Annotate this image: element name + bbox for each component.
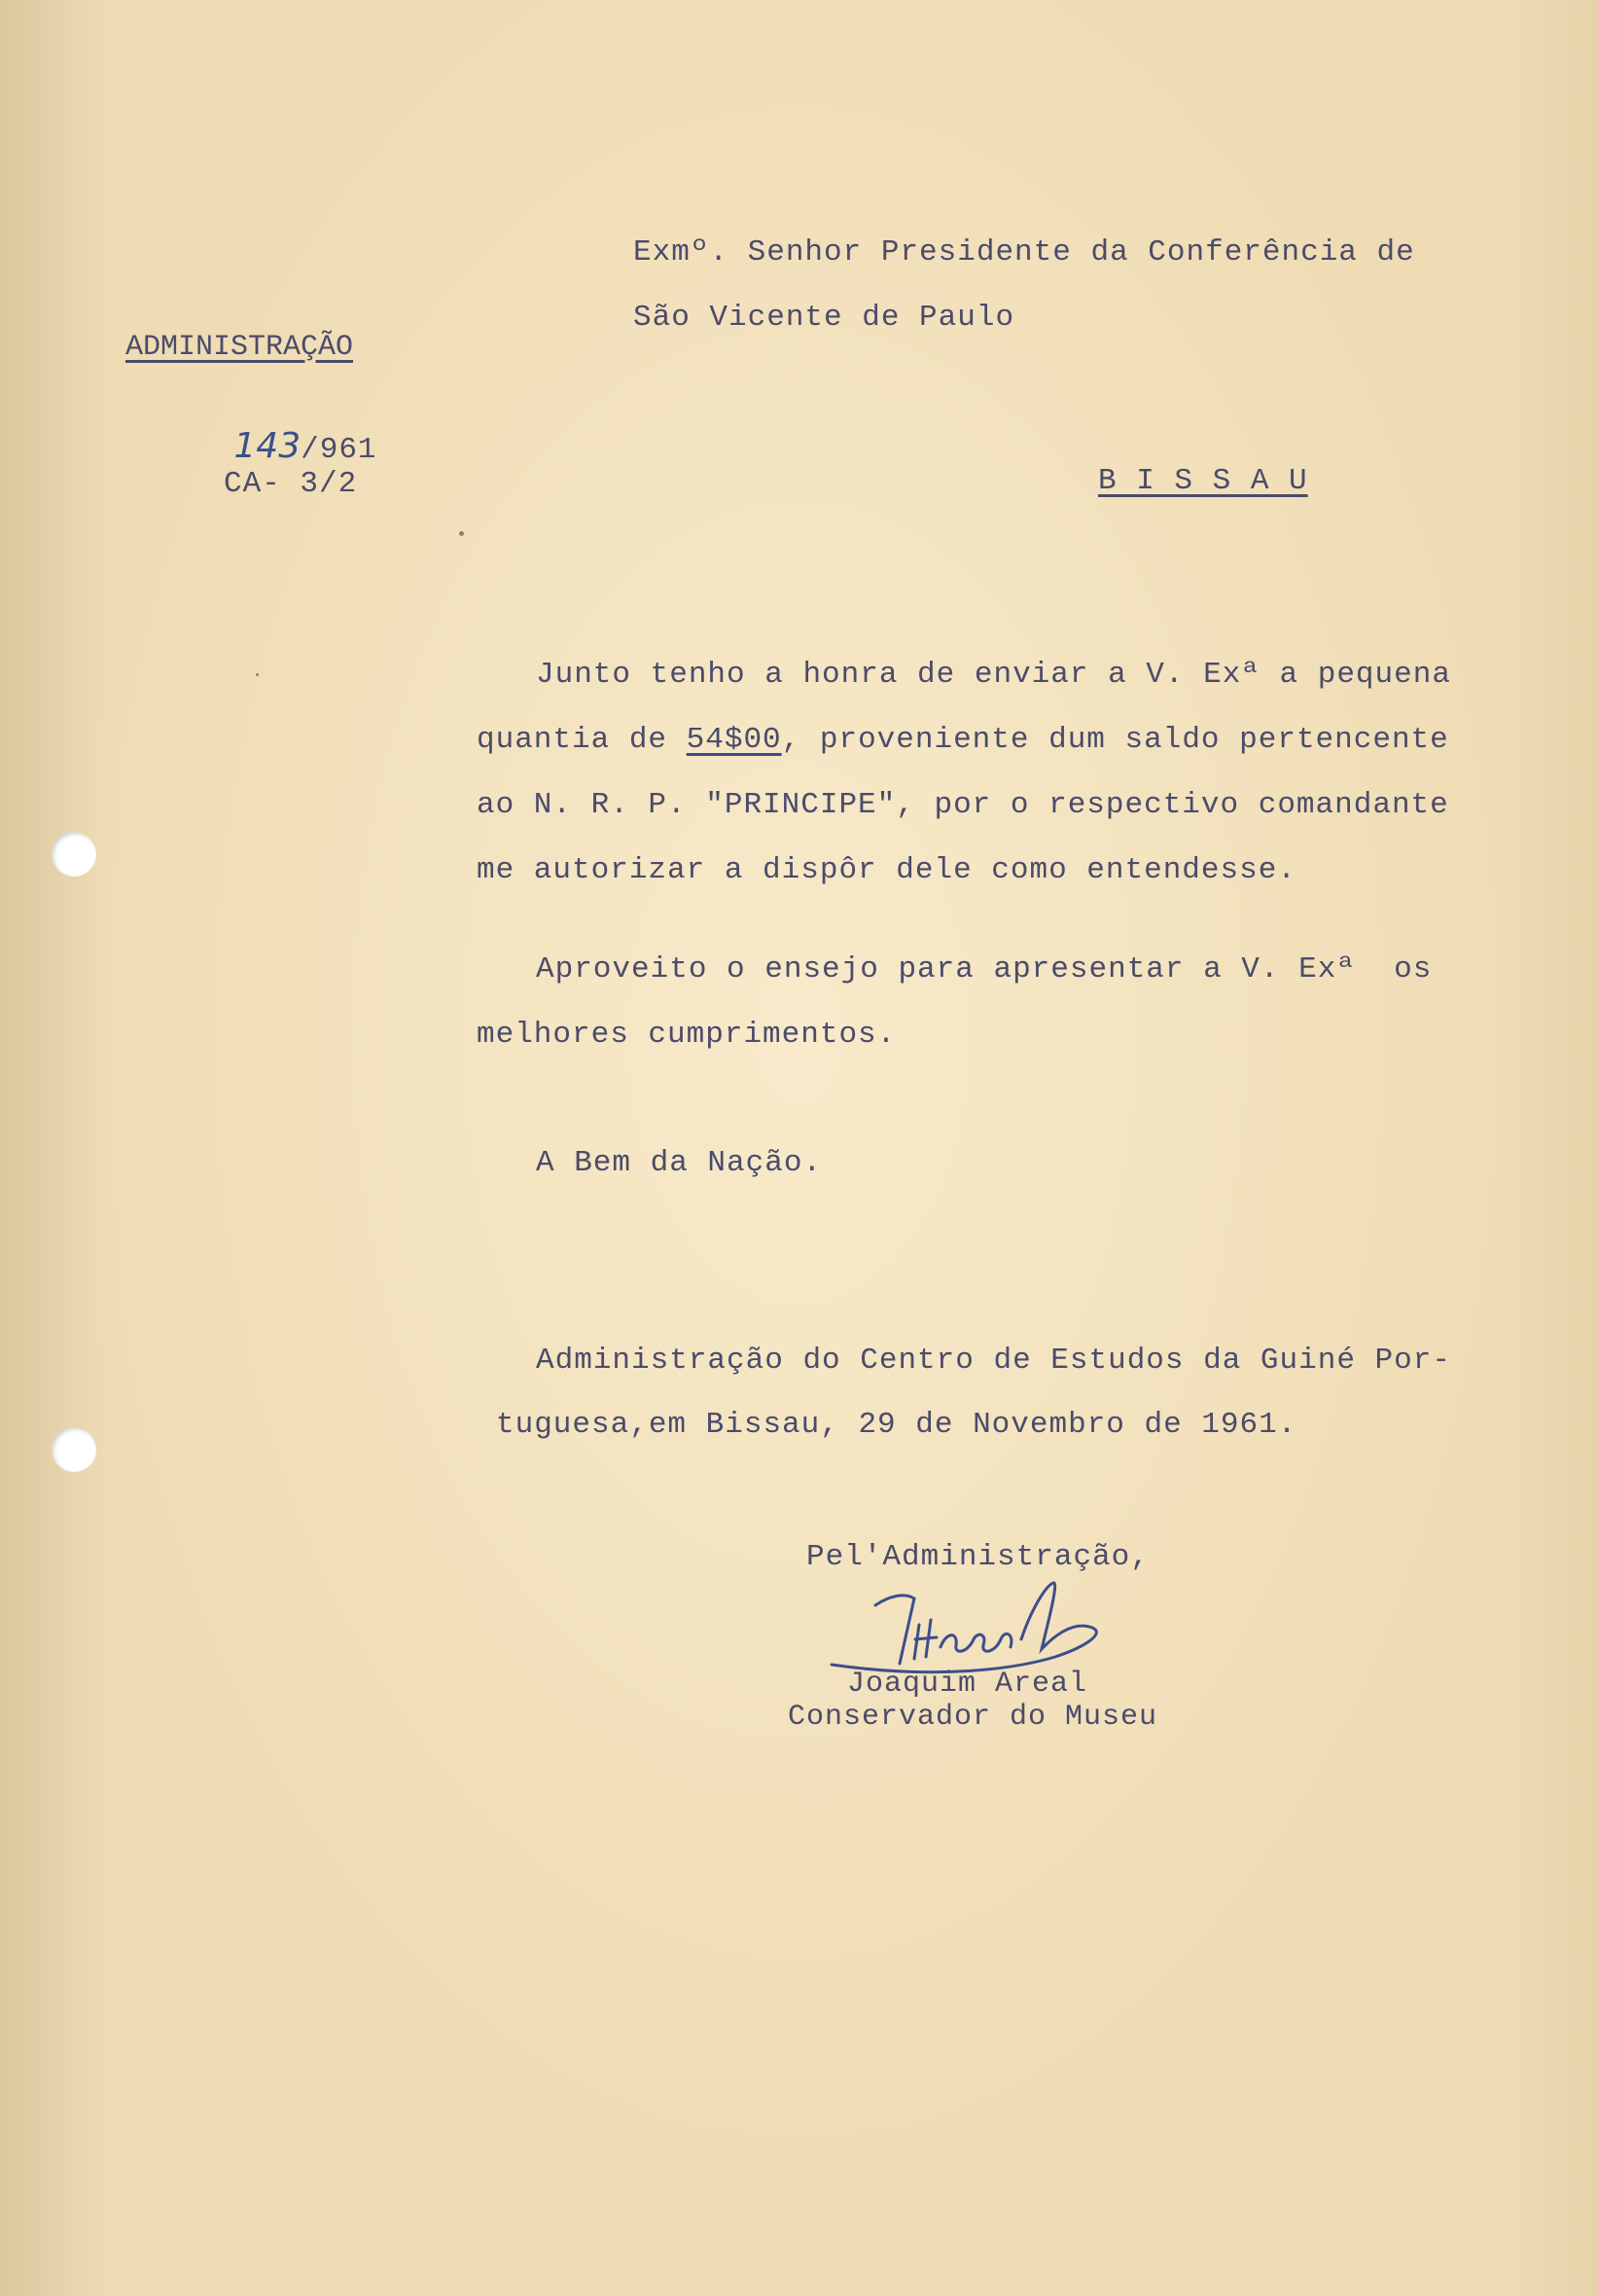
amount-value: 54$00 xyxy=(686,723,782,757)
punch-hole-bottom xyxy=(52,1427,96,1472)
paragraph-1-line-3: ao N. R. P. "PRINCIPE", por o respectivo comandante xyxy=(477,788,1449,822)
place-date-line-2: tuguesa,em Bissau, 29 de Novembro de 1961. xyxy=(496,1408,1297,1442)
signer-title: Conservador do Museu xyxy=(788,1701,1158,1734)
file-code: CA- 3/2 xyxy=(224,467,358,501)
signer-name: Joaquim Areal xyxy=(847,1668,1088,1701)
handwritten-number: 143 xyxy=(233,426,302,466)
paragraph-2-line-2: melhores cumprimentos. xyxy=(477,1018,897,1052)
punch-hole-top xyxy=(52,832,96,877)
signature-intro: Pel'Administração, xyxy=(806,1540,1150,1574)
paper-speck xyxy=(256,673,259,676)
addressee-line-1: Exmº. Senhor Presidente da Conferência de xyxy=(633,235,1415,269)
paragraph-1-line-2 xyxy=(477,725,1449,755)
paragraph-1-line-1: Junto tenho a honra de enviar a V. Exª a pequena xyxy=(536,658,1451,692)
paper-fold-shadow xyxy=(0,0,117,2296)
city-heading: B I S S A U xyxy=(1098,464,1308,498)
department-label: ADMINISTRAÇÃO xyxy=(125,331,354,364)
paper-speck xyxy=(459,531,464,536)
amount-suffix: , proveniente dum saldo pertencente xyxy=(781,723,1449,757)
paragraph-1-line-4: me autorizar a dispôr dele como entendesse. xyxy=(477,853,1296,887)
addressee-line-2: São Vicente de Paulo xyxy=(633,301,1015,335)
reference-year: /961 xyxy=(301,433,377,467)
closing-salutation: A Bem da Nação. xyxy=(536,1146,823,1180)
handwritten-signature xyxy=(822,1571,1153,1678)
paragraph-2-line-1: Aproveito o ensejo para apresentar a V. Exª os xyxy=(536,952,1433,987)
amount-prefix: quantia de xyxy=(477,723,687,757)
place-date-line-1: Administração do Centro de Estudos da Guiné Por- xyxy=(536,1344,1451,1378)
